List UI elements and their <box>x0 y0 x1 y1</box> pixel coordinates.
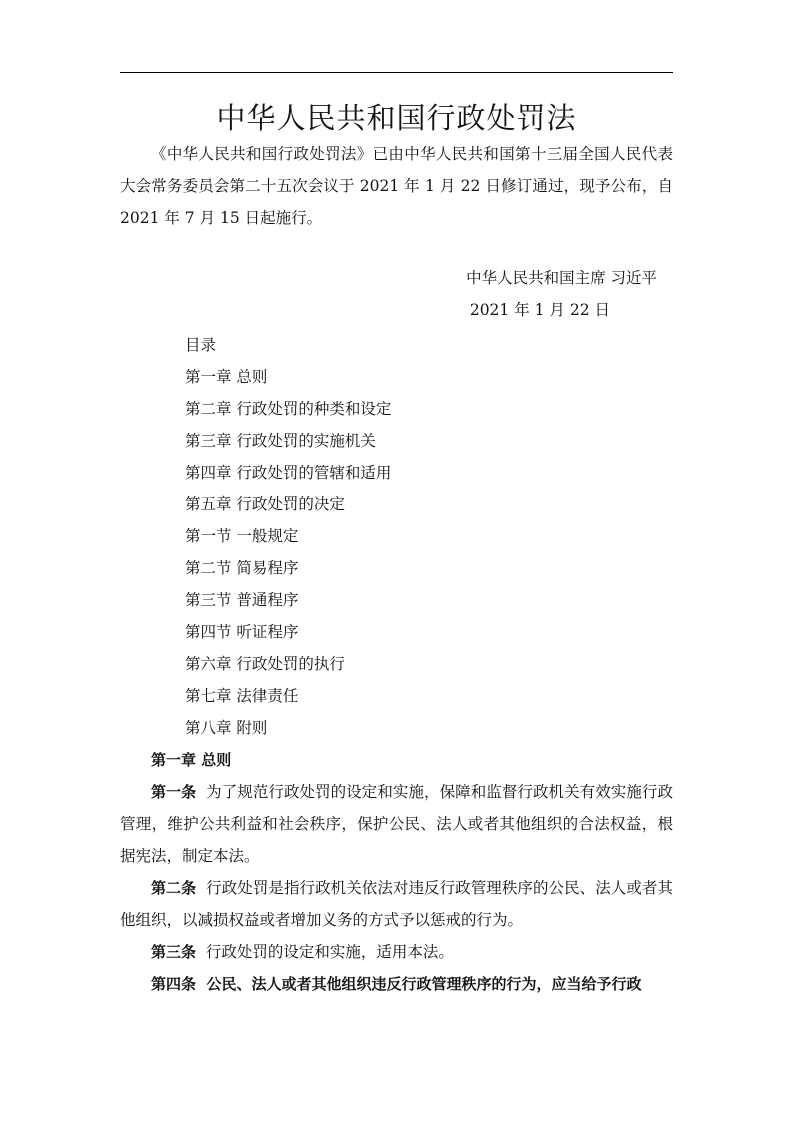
toc-item: 第四章 行政处罚的管辖和适用 <box>185 463 392 482</box>
article-4 <box>120 968 673 1000</box>
toc-item: 第一章 总则 <box>185 367 268 386</box>
toc-item: 第二节 简易程序 <box>185 559 299 578</box>
toc-item: 第二章 行政处罚的种类和设定 <box>185 399 392 418</box>
toc-item: 第八章 附则 <box>185 718 268 737</box>
toc-item: 第三节 普通程序 <box>185 591 299 610</box>
toc-item: 第六章 行政处罚的执行 <box>185 654 345 673</box>
article-1 <box>120 776 673 872</box>
toc-item: 第五章 行政处罚的决定 <box>185 495 345 514</box>
chapter-heading: 第一章 总则 <box>151 751 232 769</box>
toc-heading: 目录 <box>185 336 217 354</box>
intro-paragraph: 《中华人民共和国行政处罚法》已由中华人民共和国第十三届全国人民代表大会常务委员会第二十五次会议于 2021 年 1 月 22 日修订通过，现予公布，自 2021 年 7 月 15 日起施行。 <box>120 145 673 227</box>
promulgation-date: 2021 年 1 月 22 日 <box>469 301 610 319</box>
article-number: 第二条 <box>151 879 197 897</box>
article-number: 第三条 <box>151 943 197 961</box>
toc-item: 第四节 听证程序 <box>185 623 299 642</box>
promulgation-intro <box>120 138 673 234</box>
article-text: 公民、法人或者其他组织违反行政管理秩序的行为，应当给予行政 <box>206 975 642 993</box>
toc-item: 第一节 一般规定 <box>185 527 299 546</box>
law-body <box>120 744 673 1000</box>
article-text: 行政处罚的设定和实施，适用本法。 <box>205 943 454 961</box>
article-number: 第四条 <box>151 975 197 993</box>
signatory-line: 中华人民共和国主席 习近平 <box>466 269 657 287</box>
article-text: 行政处罚是指行政机关依法对违反行政管理秩序的公民、法人或者其他组织，以减损权益或者增加义务的方式予以惩戒的行为。 <box>120 879 673 929</box>
article-3 <box>120 936 673 968</box>
article-2 <box>120 872 673 936</box>
article-text: 为了规范行政处罚的设定和实施，保障和监督行政机关有效实施行政管理，维护公共利益和社会秩序，保护公民、法人或者其他组织的合法权益，根据宪法，制定本法。 <box>120 783 673 865</box>
article-number: 第一条 <box>151 783 197 801</box>
toc-item: 第三章 行政处罚的实施机关 <box>185 431 376 450</box>
page-title: 中华人民共和国行政处罚法 <box>216 101 577 135</box>
header-rule <box>120 72 673 73</box>
toc-item: 第七章 法律责任 <box>185 686 299 705</box>
table-of-contents <box>185 330 665 745</box>
